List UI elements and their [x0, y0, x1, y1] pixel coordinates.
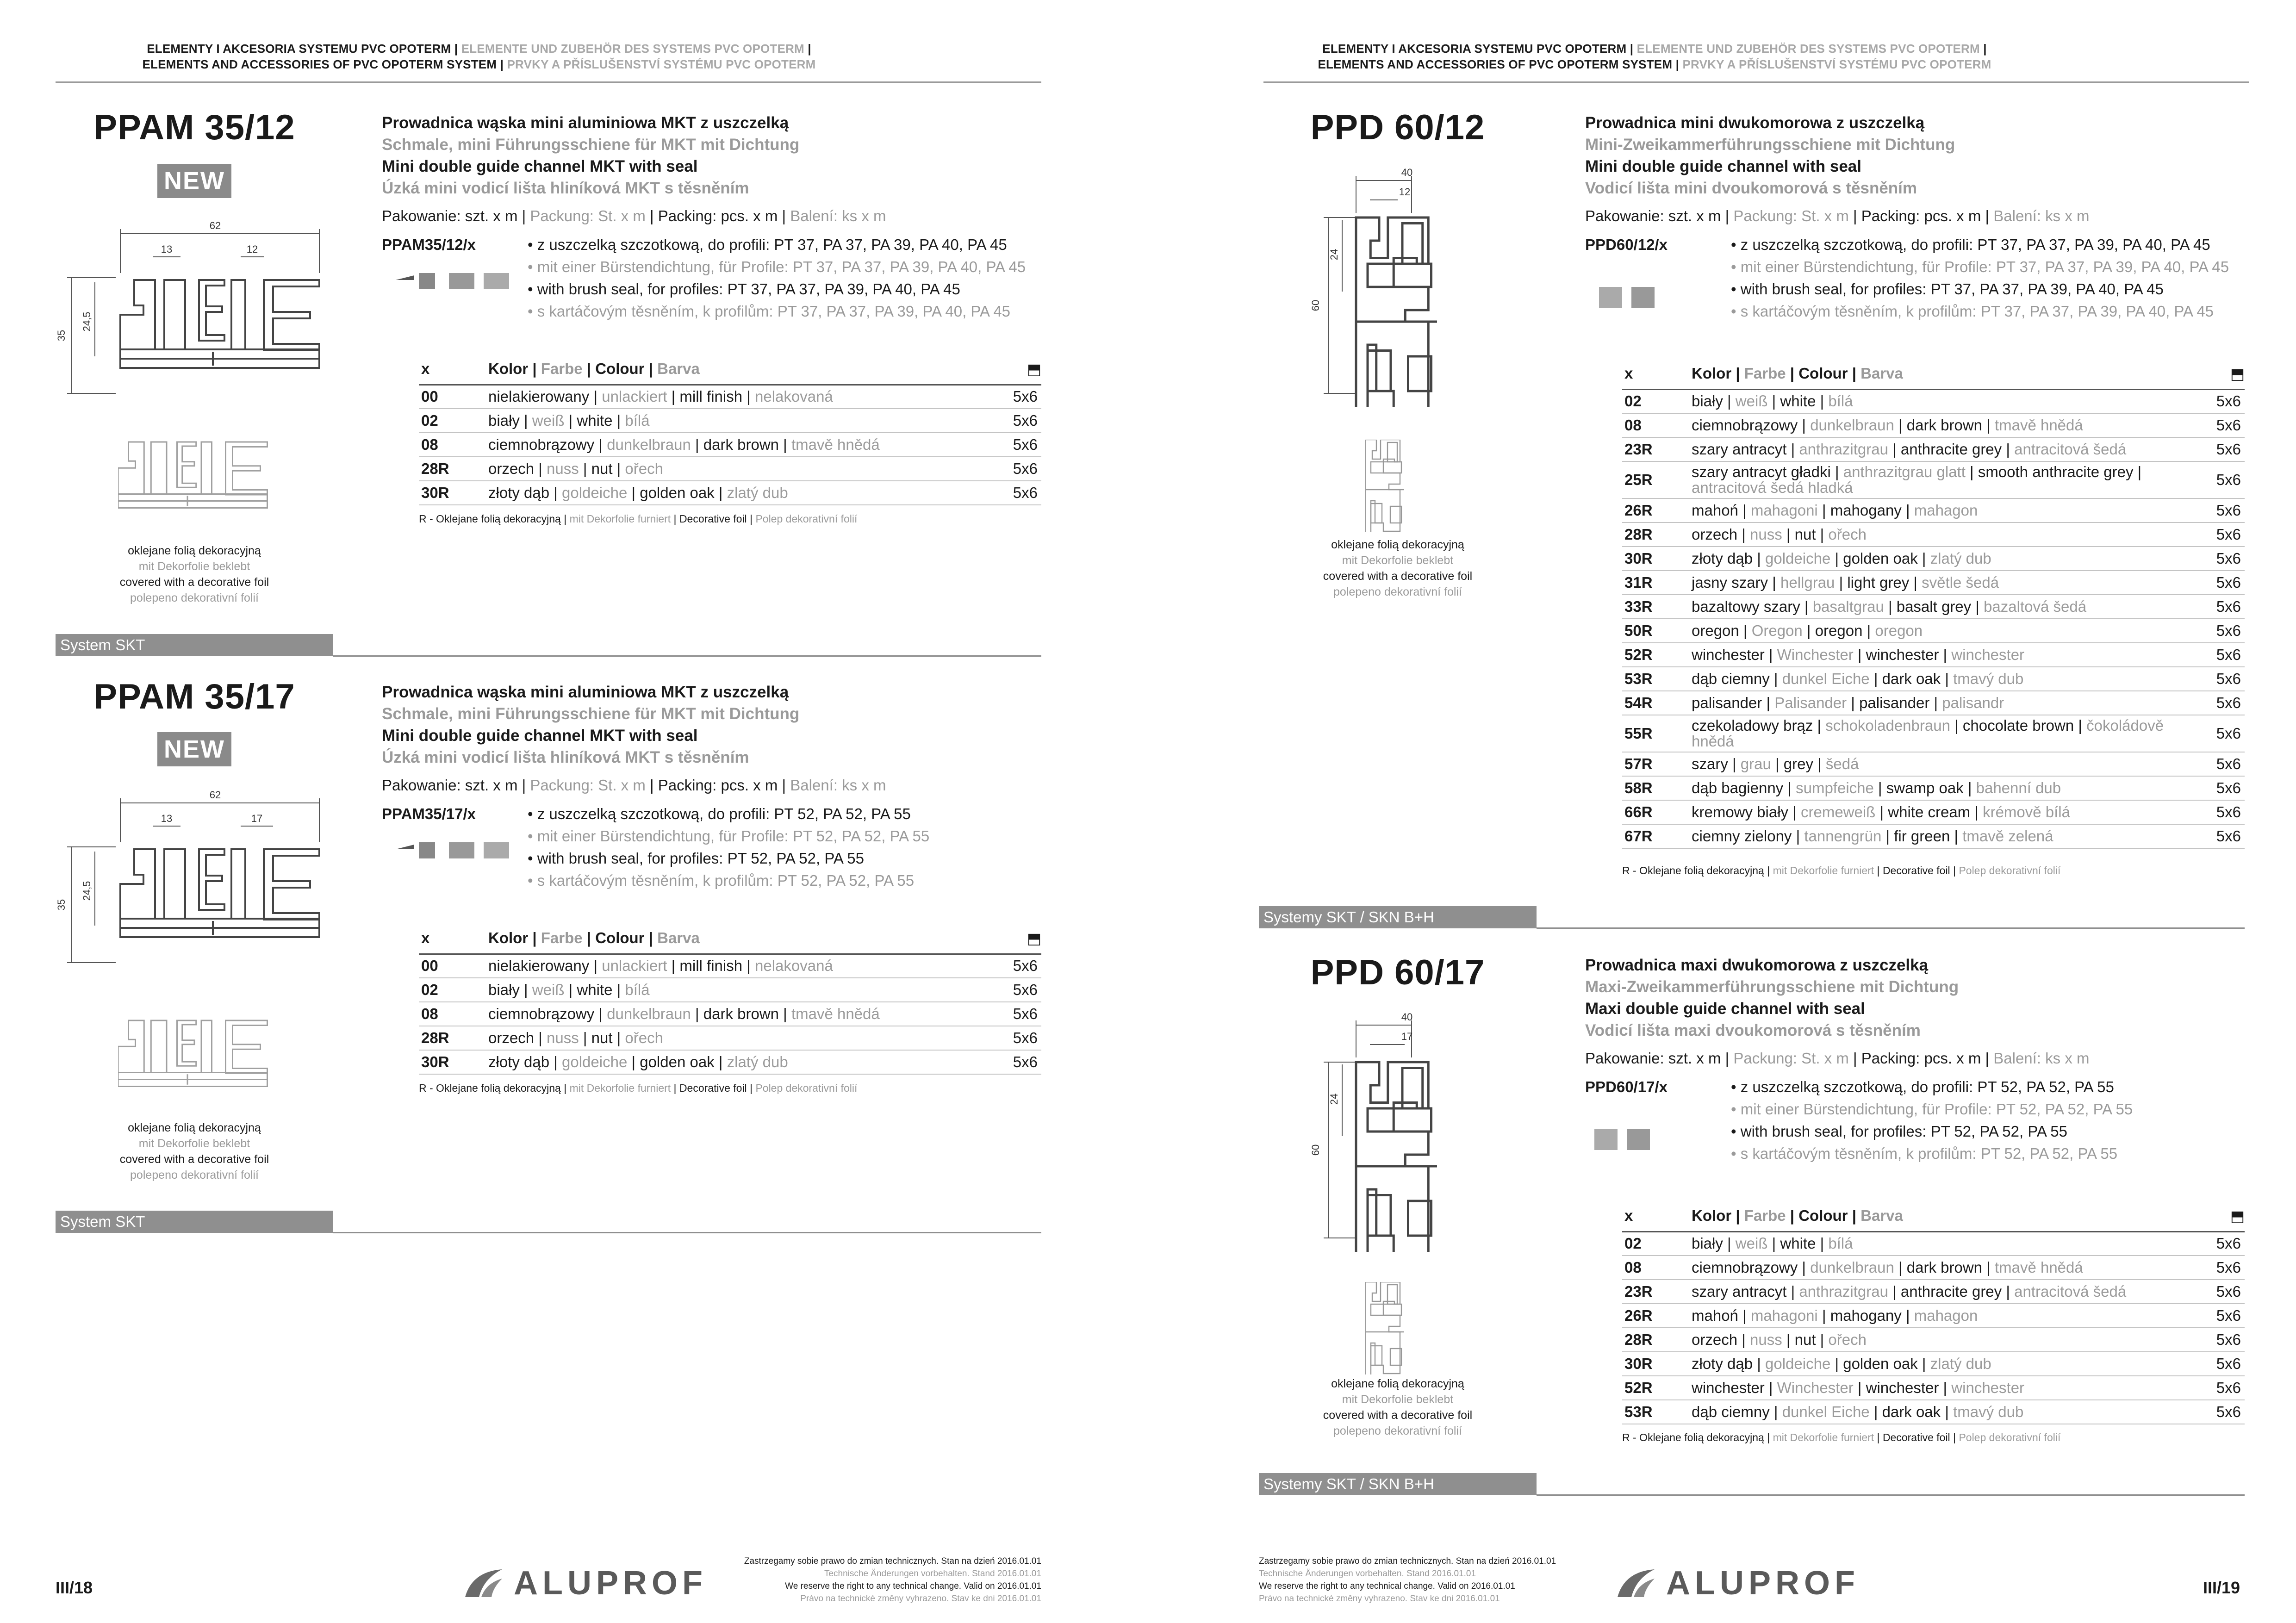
color-name: winchester | Winchester | winchester | winchester	[1692, 1376, 2203, 1400]
color-code: 28R	[419, 1026, 488, 1050]
dim-60: 60	[1310, 1144, 1321, 1156]
dim-35: 35	[56, 899, 67, 911]
seal-icon	[391, 835, 525, 863]
box-icon: ⬒	[2230, 1207, 2245, 1225]
aluprof-logo-icon	[1615, 1567, 1657, 1599]
system-rule	[1537, 1494, 2245, 1496]
color-row	[1622, 643, 2245, 667]
color-code: 28R	[419, 457, 488, 481]
pack-qty: 5x6	[2203, 1352, 2245, 1376]
article-ppd6012: PPD60/12/x	[1585, 236, 1668, 253]
color-name: nielakierowany | unlackiert | mill finish | nelakovaná	[488, 385, 1000, 409]
color-row	[419, 1050, 1041, 1074]
titles-ppd6017: Prowadnica maxi dwukomorowa z uszczelką Maxi-Zweikammerführungsschiene mit Dichtung Maxi double guide channel with seal Vodicí lišta maxi dvoukomorová s těsněním	[1585, 956, 1959, 1039]
color-table-ppd6012: x Kolor | Farbe | Colour | Barva ⬒ 02 biały | weiß | white | bílá 5x6 08 ciemnobrązowy | dunkelbraun | dark brown | tmavě hnědá 5x6 23R szary antracyt | anthrazitgrau | anthracite grey | antracitová šedá 5x6 25R szary antracyt gładki | anthrazitgrau glatt | smooth anthracite grey | antracitová šedá hladká 5x6 26R mahoń | mahagoni | mahogany | mahagon 5x6 28R orzech | nuss | nut | ořech 5x6 30R złoty dąb | goldeiche | golden oak | zlatý dub 5x6 31R jasny szary | hellgrau | light grey | světle šedá 5x6 33R bazaltowy szary | basaltgrau | basalt grey | bazaltová šedá 5x6 50R oregon | Oregon | oregon | oregon 5x6 52R winchester | Winchester | winchester | winchester 5x6 53R dąb ciemny | dunkel Eiche | dark oak | tmavý dub 5x6 54R palisander | Palisander | palisander | palisandr 5x6 55R czekoladowy brąz | schokoladenbraun | chocolate brown | čokoládově hnědá 5x6 57R szary | grau | grey | šedá 5x6 58R dąb bagienny | sumpfeiche | swamp oak | bahenní dub 5x6 66R kremowy biały | cremeweiß | white cream | krémově bílá 5x6 67R ciemny zielony | tannengrün | fir green | tmavě zelená 5x6	[1622, 359, 2245, 849]
color-row	[1622, 1280, 2245, 1304]
drawing-ppam3512	[56, 218, 329, 403]
foil-note: R - Oklejane folią dekoracyjną | mit Dekorfolie furniert | Decorative foil | Polep dekorativní folií	[1622, 1431, 2061, 1443]
color-table-ppam3512: x Kolor | Farbe | Colour | Barva ⬒ 00 nielakierowany | unlackiert | mill finish | nelakovaná 5x6 02 biały | weiß | white | bílá 5x6 08 ciemnobrązowy | dunkelbraun | dark brown | tmavě hnědá 5x6 28R orzech | nuss | nut | ořech 5x6 30R złoty dąb | goldeiche | golden oak | zlatý dub 5x6	[419, 354, 1041, 505]
color-row	[1622, 1400, 2245, 1424]
page-number-right: III/19	[2203, 1578, 2240, 1597]
color-table-ppd6017: x Kolor | Farbe | Colour | Barva ⬒ 02 biały | weiß | white | bílá 5x6 08 ciemnobrązowy | dunkelbraun | dark brown | tmavě hnědá 5x6 23R szary antracyt | anthrazitgrau | anthracite grey | antracitová šedá 5x6 26R mahoń | mahagoni | mahogany | mahagon 5x6 28R orzech | nuss | nut | ořech 5x6 30R złoty dąb | goldeiche | golden oak | zlatý dub 5x6 52R winchester | Winchester | winchester | winchester 5x6 53R dąb ciemny | dunkel Eiche | dark oak | tmavý dub 5x6	[1622, 1201, 2245, 1424]
color-code: 53R	[1622, 667, 1692, 691]
seal-icon	[1590, 1125, 1668, 1152]
color-row	[1622, 1304, 2245, 1328]
color-code: 30R	[1622, 547, 1692, 571]
color-row	[1622, 389, 2245, 413]
color-row	[1622, 619, 2245, 643]
foil-caption: oklejane folią dekoracyjną mit Dekorfolie beklebt covered with a decorative foil polepeno dekorativní folií	[1323, 1377, 1473, 1437]
dim-24: 24	[1328, 1093, 1340, 1105]
pack-qty: 5x6	[2203, 437, 2245, 461]
dim-12: 12	[1399, 186, 1411, 198]
color-name: nielakierowany | unlackiert | mill finish | nelakovaná	[488, 954, 1000, 978]
system-rule	[333, 655, 1041, 657]
drawing-ppd6017-foil	[1365, 1282, 1430, 1374]
color-code: 58R	[1622, 776, 1692, 800]
pack-qty: 5x6	[2203, 1280, 2245, 1304]
system-bar: Systemy SKT / SKN B+H	[1259, 906, 1537, 928]
foil-caption: oklejane folią dekoracyjną mit Dekorfolie beklebt covered with a decorative foil polepeno dekorativní folií	[1323, 538, 1473, 598]
pack-qty: 5x6	[2203, 824, 2245, 848]
color-name: orzech | nuss | nut | ořech	[1692, 1328, 2203, 1352]
color-code: 28R	[1622, 1328, 1692, 1352]
color-code: 55R	[1622, 715, 1692, 752]
drawing-ppd6017	[1305, 1011, 1490, 1252]
seal-icon	[1594, 282, 1673, 310]
color-name: szary antracyt | anthrazitgrau | anthracite grey | antracitová šedá	[1692, 437, 2203, 461]
dim-17: 17	[1401, 1031, 1413, 1042]
color-code: 26R	[1622, 498, 1692, 522]
dim-17: 17	[251, 813, 263, 824]
color-name: winchester | Winchester | winchester | winchester	[1692, 643, 2203, 667]
packing-ppd6017: Pakowanie: szt. x m | Packung: St. x m | Packing: pcs. x m | Balení: ks x m	[1585, 1050, 2090, 1067]
packing-ppam3517: Pakowanie: szt. x m | Packung: St. x m | Packing: pcs. x m | Balení: ks x m	[382, 777, 886, 794]
pack-qty: 5x6	[2203, 776, 2245, 800]
color-code: 02	[419, 978, 488, 1002]
color-code: 00	[419, 385, 488, 409]
color-code: 54R	[1622, 691, 1692, 715]
color-code: 52R	[1622, 1376, 1692, 1400]
color-name: orzech | nuss | nut | ořech	[488, 1026, 1000, 1050]
color-code: 08	[1622, 413, 1692, 437]
color-name: złoty dąb | goldeiche | golden oak | zlatý dub	[488, 481, 1000, 505]
color-row	[419, 385, 1041, 409]
dim-40: 40	[1401, 1011, 1413, 1023]
legal-left: Zastrzegamy sobie prawo do zmian technicznych. Stan na dzień 2016.01.01 Technische Änderungen vorbehalten. Stand 2016.01.01 We reserve the right to any technical change. Valid on 2016.01.01 Právo na technické změny vyhrazeno. Stav ke dni 2016.01.01	[744, 1556, 1041, 1604]
product-code-ppam3512: PPAM 35/12	[93, 108, 295, 147]
color-row	[1622, 498, 2245, 522]
pack-qty: 5x6	[1000, 409, 1041, 433]
article-ppam3512: PPAM35/12/x	[382, 236, 476, 253]
product-code-ppam3517: PPAM 35/17	[93, 677, 295, 716]
color-row	[1622, 776, 2245, 800]
color-row	[1622, 595, 2245, 619]
color-name: dąb ciemny | dunkel Eiche | dark oak | tmavý dub	[1692, 1400, 2203, 1424]
dim-24: 24	[1328, 249, 1340, 261]
color-row	[1622, 667, 2245, 691]
pack-qty: 5x6	[2203, 715, 2245, 752]
pack-qty: 5x6	[2203, 1376, 2245, 1400]
pack-qty: 5x6	[1000, 457, 1041, 481]
titles-ppam3512: Prowadnica wąska mini aluminiowa MKT z uszczelką Schmale, mini Führungsschiene für MKT mit Dichtung Mini double guide channel MKT with seal Úzká mini vodicí lišta hliníková MKT s těsněním	[382, 114, 800, 197]
drawing-ppd6012-foil	[1365, 440, 1430, 532]
color-row	[419, 433, 1041, 457]
color-code: 26R	[1622, 1304, 1692, 1328]
desc-ppd6017: • z uszczelką szczotkową, do profili: PT 52, PA 52, PA 55 • mit einer Bürstendichtung, für Profile: PT 52, PA 52, PA 55 • with brush seal, for profiles: PT 52, PA 52, PA 55 • s kartáčovým těsněním, k profilům: PT 52, PA 52, PA 55	[1731, 1078, 2133, 1162]
dim-245: 24,5	[81, 311, 93, 332]
color-name: czekoladowy brąz | schokoladenbraun | chocolate brown | čokoládově hnědá	[1692, 715, 2203, 752]
pack-qty: 5x6	[2203, 522, 2245, 547]
foil-caption: oklejane folią dekoracyjną mit Dekorfolie beklebt covered with a decorative foil polepeno dekorativní folií	[119, 544, 269, 604]
aluprof-logo-icon	[463, 1567, 504, 1599]
color-name: kremowy biały | cremeweiß | white cream | krémově bílá	[1692, 800, 2203, 824]
page-number-left: III/18	[56, 1578, 93, 1597]
packing-ppam3512: Pakowanie: szt. x m | Packung: St. x m | Packing: pcs. x m | Balení: ks x m	[382, 207, 886, 224]
color-name: ciemny zielony | tannengrün | fir green | tmavě zelená	[1692, 824, 2203, 848]
system-bar: System SKT	[56, 1211, 333, 1233]
desc-ppd6012: • z uszczelką szczotkową, do profili: PT 37, PA 37, PA 39, PA 40, PA 45 • mit einer Bürstendichtung, für Profile: PT 37, PA 37, PA 39, PA 40, PA 45 • with brush seal, for profiles: PT 37, PA 37, PA 39, PA 40, PA 45 • s kartáčovým těsněním, k profilům: PT 37, PA 37, PA 39, PA 40, PA 45	[1731, 236, 2229, 320]
color-code: 30R	[1622, 1352, 1692, 1376]
pack-qty: 5x6	[2203, 1256, 2245, 1280]
titles-ppd6012: Prowadnica mini dwukomorowa z uszczelką Mini-Zweikammerführungsschiene mit Dichtung Mini double guide channel with seal Vodicí lišta mini dvoukomorová s těsněním	[1585, 114, 1955, 197]
color-row	[1622, 1352, 2245, 1376]
color-name: orzech | nuss | nut | ořech	[1692, 522, 2203, 547]
color-row	[1622, 1376, 2245, 1400]
new-badge: NEW	[157, 732, 231, 766]
color-row	[419, 1002, 1041, 1026]
page-header-right: ELEMENTY I AKCESORIA SYSTEMU PVC OPOTERM | ELEMENTE UND ZUBEHÖR DES SYSTEMS PVC OPOTERM | ELEMENTS AND ACCESSORIES OF PVC OPOTERM SYSTEM | PRVKY A PŘÍSLUŠENSTVÍ SYSTÉMU PVC OPOTERM	[1318, 42, 1991, 71]
color-code: 02	[419, 409, 488, 433]
color-name: szary antracyt gładki | anthrazitgrau glatt | smooth anthracite grey | antracitová šedá hladká	[1692, 461, 2203, 498]
page-header-left: ELEMENTY I AKCESORIA SYSTEMU PVC OPOTERM | ELEMENTE UND ZUBEHÖR DES SYSTEMS PVC OPOTERM | ELEMENTS AND ACCESSORIES OF PVC OPOTERM SYSTEM | PRVKY A PŘÍSLUŠENSTVÍ SYSTÉMU PVC OPOTERM	[142, 42, 816, 71]
header-rule-left	[56, 81, 1041, 83]
color-name: bazaltowy szary | basaltgrau | basalt grey | bazaltová šedá	[1692, 595, 2203, 619]
article-ppd6017: PPD60/17/x	[1585, 1078, 1668, 1095]
aluprof-logo: ALUPROF	[1615, 1564, 1860, 1602]
desc-ppam3517: • z uszczelką szczotkową, do profili: PT 52, PA 52, PA 55 • mit einer Bürstendichtung, für Profile: PT 52, PA 52, PA 55 • with brush seal, for profiles: PT 52, PA 52, PA 55 • s kartáčovým těsněním, k profilům: PT 52, PA 52, PA 55	[528, 805, 930, 889]
pack-qty: 5x6	[1000, 1002, 1041, 1026]
product-code-ppd6017: PPD 60/17	[1310, 953, 1485, 992]
color-code: 50R	[1622, 619, 1692, 643]
pack-qty: 5x6	[2203, 643, 2245, 667]
color-row	[419, 954, 1041, 978]
pack-qty: 5x6	[2203, 691, 2245, 715]
pack-qty: 5x6	[2203, 667, 2245, 691]
color-row	[1622, 800, 2245, 824]
box-icon: ⬒	[2230, 365, 2245, 382]
color-code: 08	[419, 1002, 488, 1026]
color-code: 57R	[1622, 752, 1692, 776]
color-name: złoty dąb | goldeiche | golden oak | zlatý dub	[488, 1050, 1000, 1074]
color-code: 53R	[1622, 1400, 1692, 1424]
color-row	[1622, 547, 2245, 571]
drawing-ppam3512-foil	[118, 435, 275, 537]
seal-icon	[391, 266, 525, 294]
color-name: złoty dąb | goldeiche | golden oak | zlatý dub	[1692, 1352, 2203, 1376]
color-code: 30R	[419, 1050, 488, 1074]
dim-width: 62	[209, 220, 221, 231]
color-code: 52R	[1622, 643, 1692, 667]
foil-note: R - Oklejane folią dekoracyjną | mit Dekorfolie furniert | Decorative foil | Polep dekorativní folií	[1622, 864, 2061, 877]
color-name: jasny szary | hellgrau | light grey | světle šedá	[1692, 571, 2203, 595]
color-row	[1622, 691, 2245, 715]
color-code: 23R	[1622, 1280, 1692, 1304]
color-row	[1622, 571, 2245, 595]
color-name: ciemnobrązowy | dunkelbraun | dark brown | tmavě hnědá	[488, 433, 1000, 457]
product-code-ppd6012: PPD 60/12	[1310, 108, 1485, 147]
pack-qty: 5x6	[2203, 1304, 2245, 1328]
pack-qty: 5x6	[2203, 547, 2245, 571]
pack-qty: 5x6	[2203, 461, 2245, 498]
system-bar: System SKT	[56, 634, 333, 656]
pack-qty: 5x6	[2203, 595, 2245, 619]
pack-qty: 5x6	[2203, 752, 2245, 776]
color-code: 31R	[1622, 571, 1692, 595]
system-rule	[1537, 927, 2245, 929]
pack-qty: 5x6	[2203, 571, 2245, 595]
color-name: ciemnobrązowy | dunkelbraun | dark brown | tmavě hnědá	[1692, 413, 2203, 437]
system-rule	[333, 1232, 1041, 1233]
dim-width: 62	[209, 789, 221, 801]
color-name: biały | weiß | white | bílá	[1692, 1231, 2203, 1256]
pack-qty: 5x6	[1000, 385, 1041, 409]
color-row	[1622, 1328, 2245, 1352]
dim-12: 12	[246, 243, 258, 255]
pack-qty: 5x6	[1000, 978, 1041, 1002]
color-code: 66R	[1622, 800, 1692, 824]
dim-13: 13	[161, 243, 173, 255]
desc-ppam3512: • z uszczelką szczotkową, do profili: PT 37, PA 37, PA 39, PA 40, PA 45 • mit einer Bürstendichtung, für Profile: PT 37, PA 37, PA 39, PA 40, PA 45 • with brush seal, for profiles: PT 37, PA 37, PA 39, PA 40, PA 45 • s kartáčovým těsněním, k profilům: PT 37, PA 37, PA 39, PA 40, PA 45	[528, 236, 1026, 320]
color-code: 33R	[1622, 595, 1692, 619]
pack-qty: 5x6	[2203, 413, 2245, 437]
color-row	[419, 481, 1041, 505]
color-name: dąb ciemny | dunkel Eiche | dark oak | tmavý dub	[1692, 667, 2203, 691]
color-code: 08	[419, 433, 488, 457]
dim-40: 40	[1401, 167, 1413, 178]
new-badge: NEW	[157, 164, 231, 198]
color-row	[1622, 715, 2245, 752]
color-name: biały | weiß | white | bílá	[488, 978, 1000, 1002]
color-name: mahoń | mahagoni | mahogany | mahagon	[1692, 498, 2203, 522]
color-row	[1622, 824, 2245, 848]
pack-qty: 5x6	[2203, 800, 2245, 824]
pack-qty: 5x6	[2203, 498, 2245, 522]
foil-caption: oklejane folią dekoracyjną mit Dekorfolie beklebt covered with a decorative foil polepeno dekorativní folií	[119, 1121, 269, 1181]
dim-60: 60	[1310, 299, 1321, 311]
pack-qty: 5x6	[1000, 1050, 1041, 1074]
legal-right: Zastrzegamy sobie prawo do zmian technicznych. Stan na dzień 2016.01.01 Technische Änderungen vorbehalten. Stand 2016.01.01 We reserve the right to any technical change. Valid on 2016.01.01 Právo na technické změny vyhrazeno. Stav ke dni 2016.01.01	[1259, 1556, 1556, 1604]
color-row	[1622, 1231, 2245, 1256]
packing-ppd6012: Pakowanie: szt. x m | Packung: St. x m | Packing: pcs. x m | Balení: ks x m	[1585, 207, 2090, 224]
foil-note: R - Oklejane folią dekoracyjną | mit Dekorfolie furniert | Decorative foil | Polep dekorativní folií	[419, 513, 858, 525]
color-row	[1622, 752, 2245, 776]
color-code: 25R	[1622, 461, 1692, 498]
dim-13: 13	[161, 813, 173, 824]
pack-qty: 5x6	[1000, 1026, 1041, 1050]
pack-qty: 5x6	[2203, 619, 2245, 643]
color-code: 02	[1622, 389, 1692, 413]
color-row	[1622, 437, 2245, 461]
color-name: orzech | nuss | nut | ořech	[488, 457, 1000, 481]
article-ppam3517: PPAM35/17/x	[382, 805, 476, 822]
color-row	[1622, 461, 2245, 498]
color-code: 28R	[1622, 522, 1692, 547]
color-name: złoty dąb | goldeiche | golden oak | zlatý dub	[1692, 547, 2203, 571]
pack-qty: 5x6	[1000, 433, 1041, 457]
color-table-ppam3517: x Kolor | Farbe | Colour | Barva ⬒ 00 nielakierowany | unlackiert | mill finish | nelakovaná 5x6 02 biały | weiß | white | bílá 5x6 08 ciemnobrązowy | dunkelbraun | dark brown | tmavě hnědá 5x6 28R orzech | nuss | nut | ořech 5x6 30R złoty dąb | goldeiche | golden oak | zlatý dub 5x6	[419, 923, 1041, 1075]
color-name: szary antracyt | anthrazitgrau | anthracite grey | antracitová šedá	[1692, 1280, 2203, 1304]
color-name: szary | grau | grey | šedá	[1692, 752, 2203, 776]
color-code: 30R	[419, 481, 488, 505]
color-row	[1622, 413, 2245, 437]
system-bar: Systemy SKT / SKN B+H	[1259, 1473, 1537, 1495]
color-name: oregon | Oregon | oregon | oregon	[1692, 619, 2203, 643]
color-code: 00	[419, 954, 488, 978]
aluprof-logo: ALUPROF	[463, 1564, 707, 1602]
color-row	[419, 978, 1041, 1002]
drawing-ppam3517-foil	[118, 1014, 275, 1115]
box-icon: ⬒	[1027, 929, 1041, 947]
dim-35: 35	[56, 330, 67, 342]
color-row	[419, 1026, 1041, 1050]
color-code: 08	[1622, 1256, 1692, 1280]
color-row	[1622, 522, 2245, 547]
pack-qty: 5x6	[1000, 481, 1041, 505]
drawing-ppam3517	[56, 787, 329, 972]
titles-ppam3517: Prowadnica wąska mini aluminiowa MKT z uszczelką Schmale, mini Führungsschiene für MKT mit Dichtung Mini double guide channel MKT with seal Úzká mini vodicí lišta hliníková MKT s těsněním	[382, 683, 800, 766]
pack-qty: 5x6	[2203, 1400, 2245, 1424]
pack-qty: 5x6	[2203, 389, 2245, 413]
foil-note: R - Oklejane folią dekoracyjną | mit Dekorfolie furniert | Decorative foil | Polep dekorativní folií	[419, 1082, 858, 1094]
color-name: palisander | Palisander | palisander | palisandr	[1692, 691, 2203, 715]
color-row	[419, 457, 1041, 481]
color-name: dąb bagienny | sumpfeiche | swamp oak | bahenní dub	[1692, 776, 2203, 800]
color-name: mahoń | mahagoni | mahogany | mahagon	[1692, 1304, 2203, 1328]
drawing-ppd6012	[1305, 167, 1490, 407]
box-icon: ⬒	[1027, 360, 1041, 378]
color-code: 02	[1622, 1231, 1692, 1256]
color-row	[419, 409, 1041, 433]
dim-245: 24,5	[81, 881, 93, 901]
color-name: ciemnobrązowy | dunkelbraun | dark brown | tmavě hnědá	[1692, 1256, 2203, 1280]
pack-qty: 5x6	[1000, 954, 1041, 978]
header-rule-right	[1263, 81, 2249, 83]
color-code: 67R	[1622, 824, 1692, 848]
pack-qty: 5x6	[2203, 1328, 2245, 1352]
color-name: biały | weiß | white | bílá	[488, 409, 1000, 433]
color-code: 23R	[1622, 437, 1692, 461]
pack-qty: 5x6	[2203, 1231, 2245, 1256]
color-name: ciemnobrązowy | dunkelbraun | dark brown | tmavě hnědá	[488, 1002, 1000, 1026]
color-name: biały | weiß | white | bílá	[1692, 389, 2203, 413]
color-row	[1622, 1256, 2245, 1280]
